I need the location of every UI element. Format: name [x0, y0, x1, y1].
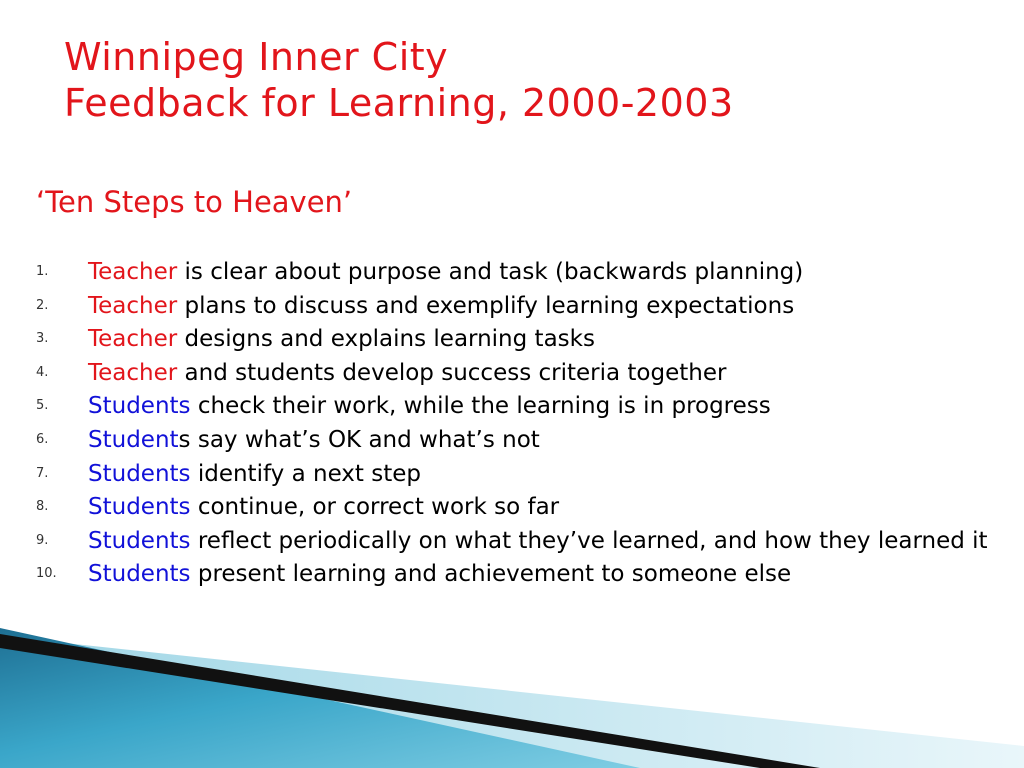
pale-blue-band [0, 636, 1024, 768]
step-item [36, 561, 1006, 587]
step-number: 6. [36, 431, 49, 447]
step-text: present learning and achievement to someone else [190, 561, 792, 588]
step-item [36, 461, 1006, 487]
step-number: 2. [36, 297, 49, 313]
step-text: plans to discuss and exemplify learning expectations [177, 292, 795, 319]
step-item [36, 360, 1006, 386]
step-number: 1. [36, 264, 49, 279]
step-keyword: Teacher [88, 259, 178, 285]
step-text: identify a next step [190, 460, 422, 487]
step-number: 4. [36, 364, 49, 380]
step-item [36, 494, 1006, 520]
teal-band [0, 628, 640, 768]
step-number: 7. [36, 465, 49, 481]
step-text: is clear about purpose and task (backwards planning) [177, 259, 804, 285]
step-keyword: Teacher [88, 359, 178, 386]
corner-swoosh-decoration [0, 628, 1024, 768]
step-keyword: Students [88, 494, 191, 521]
step-text: continue, or correct work so far [190, 494, 560, 521]
step-number: 8. [36, 499, 49, 515]
slide-subtitle: ‘Ten Steps to Heaven’ [36, 185, 353, 219]
step-item [36, 427, 1006, 453]
step-item [36, 293, 1006, 319]
step-text: check their work, while the learning is in progress [190, 393, 771, 420]
step-text: s say what’s OK and what’s not [178, 426, 540, 453]
step-keyword: Students [88, 460, 191, 487]
slide-title [64, 34, 734, 126]
step-keyword: Teacher [88, 292, 178, 319]
dark-swoosh-stripe [0, 634, 820, 768]
step-item [36, 259, 1006, 285]
step-number: 10. [36, 566, 57, 582]
step-keyword: Students [88, 527, 191, 554]
step-keyword: Student [88, 426, 179, 453]
steps-list [36, 259, 1006, 595]
step-text: reflect periodically on what they’ve learned, and how they learned it [190, 527, 988, 554]
step-number: 9. [36, 532, 49, 548]
step-keyword: Students [88, 393, 191, 420]
step-text: and students develop success criteria together [177, 359, 727, 386]
title-line-2: Feedback for Learning, 2000-2003 [64, 81, 734, 125]
step-number: 3. [36, 331, 49, 347]
title-line-1: Winnipeg Inner City [64, 35, 449, 79]
step-text: designs and explains learning tasks [177, 326, 595, 353]
step-keyword: Students [88, 561, 191, 588]
step-item [36, 528, 1006, 554]
step-item [36, 393, 1006, 419]
step-number: 5. [36, 398, 49, 414]
step-item [36, 326, 1006, 352]
step-keyword: Teacher [88, 326, 178, 353]
